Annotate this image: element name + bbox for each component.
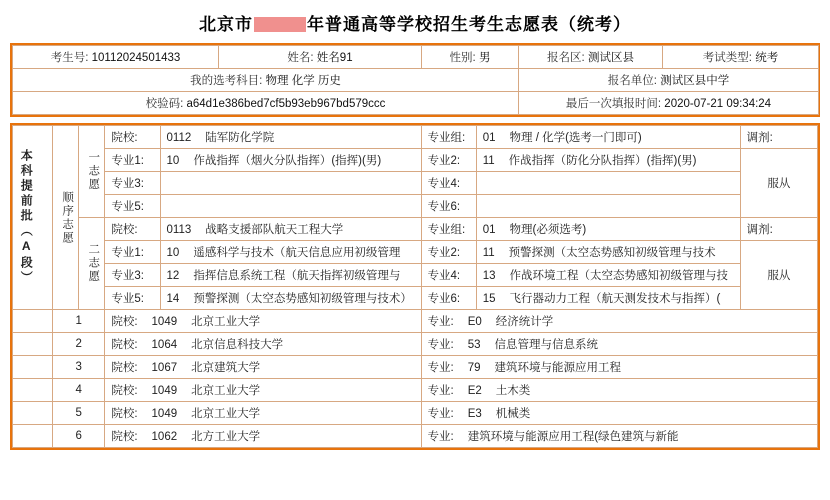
exam-number-label: 考生号: (50, 52, 89, 64)
exam-number-cell (13, 46, 219, 69)
list-row-3-no: 3 (53, 356, 105, 379)
table-row (13, 264, 818, 287)
checkcode-cell (13, 92, 519, 115)
last-submit-label: 最后一次填报时间: (565, 98, 662, 110)
list-row-4-no: 4 (53, 379, 105, 402)
table-row (13, 402, 818, 425)
list-row-3-school-code: 1067 (151, 362, 178, 374)
name-value: 姓名91 (316, 52, 353, 64)
list-row-2-major-label: 专业: (427, 339, 454, 351)
list-row-3-school-name: 北京建筑大学 (191, 362, 261, 374)
wish1-school-name: 陆军防化学院 (205, 132, 275, 144)
gender-label: 性别: (449, 52, 476, 64)
wish2-major2-name: 预警探测（太空态势感知初级管理与技术 (508, 247, 716, 259)
wish1-major2-value (476, 149, 740, 172)
checkcode-value: a64d1e386bed7cf5b93eb967bd579ccc (186, 98, 386, 110)
wish2-major1-code: 10 (166, 247, 180, 259)
list-row-4-major-label: 专业: (427, 385, 454, 397)
wish-index-label-2: 二志愿 (87, 243, 100, 284)
list-row-1-major-label: 专业: (427, 316, 454, 328)
list-row-3-school (105, 356, 421, 379)
list-spacer-1 (13, 310, 53, 333)
batch-table (12, 125, 818, 448)
name-cell (219, 46, 422, 69)
wish2-major3-name: 指挥信息系统工程（航天指挥初级管理与 (193, 270, 401, 282)
list-row-4-school-label: 院校: (111, 385, 138, 397)
redacted-year (254, 17, 306, 32)
wish1-adjust-label: 调剂: (740, 126, 817, 149)
table-row (13, 92, 819, 115)
selected-subjects-value: 物理 化学 历史 (265, 75, 341, 87)
district-value: 测试区县 (587, 52, 634, 64)
wish1-major5-label: 专业5: (105, 195, 160, 218)
batch-name-label: 本科提前批（A段） (19, 149, 34, 286)
list-row-3-major-label: 专业: (427, 362, 454, 374)
wish1-group-value (476, 126, 740, 149)
selected-subjects-cell (13, 69, 519, 92)
list-row-1-school-code: 1049 (151, 316, 178, 328)
wish1-major3-label: 专业3: (105, 172, 160, 195)
wish2-major4-value (476, 264, 740, 287)
wish1-major1-name: 作战指挥（烟火分队指挥）(指挥)(男) (193, 155, 382, 167)
district-cell (519, 46, 663, 69)
wish1-major1-label: 专业1: (105, 149, 160, 172)
list-row-4-major-name: 土木类 (495, 385, 531, 397)
table-row (13, 172, 818, 195)
list-row-2-major (421, 333, 818, 356)
wish1-major1-value (160, 149, 421, 172)
list-row-5-school-name: 北京工业大学 (191, 408, 261, 420)
wish2-major2-value (476, 241, 740, 264)
wish2-group-code: 01 (482, 224, 496, 236)
school-unit-label: 报名单位: (607, 75, 657, 87)
wish2-major2-label: 专业2: (421, 241, 476, 264)
checkcode-label: 校验码: (145, 98, 184, 110)
exam-number-value: 10112024501433 (91, 52, 181, 64)
table-row (13, 218, 818, 241)
table-row (13, 241, 818, 264)
table-row (13, 333, 818, 356)
wish2-major6-value (476, 287, 740, 310)
list-row-2-major-name: 信息管理与信息系统 (494, 339, 598, 351)
wish1-group-name: 物理 / 化学(选考一门即可) (509, 132, 642, 144)
list-row-5-major-name: 机械类 (495, 408, 531, 420)
wish2-school-label: 院校: (105, 218, 160, 241)
batch-name-cell (13, 126, 53, 310)
wish2-major3-value (160, 264, 421, 287)
order-type-label: 顺序志愿 (61, 190, 74, 245)
list-row-2-school-code: 1064 (151, 339, 178, 351)
wish-index-label-1: 一志愿 (87, 151, 100, 192)
list-row-6-school (105, 425, 421, 448)
exam-type-cell (663, 46, 819, 69)
list-row-3-school-label: 院校: (111, 362, 138, 374)
district-label: 报名区: (547, 52, 585, 64)
wish1-major2-code: 11 (482, 155, 495, 167)
table-row (13, 356, 818, 379)
last-submit-value: 2020-07-21 09:34:24 (664, 98, 772, 110)
list-row-2-school-label: 院校: (111, 339, 138, 351)
table-row (13, 287, 818, 310)
wish2-major2-code: 11 (482, 247, 495, 259)
list-row-4-school-code: 1049 (151, 385, 178, 397)
wish1-major3-value (160, 172, 421, 195)
wish2-major5-value (160, 287, 421, 310)
list-row-1-major (421, 310, 818, 333)
last-submit-cell (519, 92, 819, 115)
list-row-6-school-label: 院校: (111, 431, 138, 443)
table-row (13, 425, 818, 448)
list-row-2-major-code: 53 (467, 339, 481, 351)
exam-type-value: 统考 (755, 52, 779, 64)
wish1-major4-label: 专业4: (421, 172, 476, 195)
list-row-4-major-code: E2 (467, 385, 482, 397)
page-title (10, 6, 820, 43)
header-table (12, 45, 819, 115)
table-row (13, 195, 818, 218)
list-row-5-school (105, 402, 421, 425)
wish2-major4-code: 13 (482, 270, 496, 282)
wish2-major1-label: 专业1: (105, 241, 160, 264)
list-row-5-major-code: E3 (467, 408, 482, 420)
list-row-1-no: 1 (53, 310, 105, 333)
list-row-5-school-label: 院校: (111, 408, 138, 420)
wish1-major4-value (476, 172, 740, 195)
list-row-1-major-name: 经济统计学 (495, 316, 554, 328)
wish2-group-value (476, 218, 740, 241)
wish2-major6-name: 飞行器动力工程（航天测发技术与指挥）( (509, 293, 721, 305)
table-row (13, 126, 818, 149)
list-spacer-2 (13, 333, 53, 356)
wish1-major2-label: 专业2: (421, 149, 476, 172)
list-row-1-school-name: 北京工业大学 (191, 316, 261, 328)
wish2-major3-label: 专业3: (105, 264, 160, 287)
list-spacer-5 (13, 402, 53, 425)
list-row-5-major (421, 402, 818, 425)
list-row-4-major (421, 379, 818, 402)
list-spacer-6 (13, 425, 53, 448)
wish1-group-code: 01 (482, 132, 496, 144)
list-row-4-school-name: 北京工业大学 (191, 385, 261, 397)
wish2-major5-label: 专业5: (105, 287, 160, 310)
list-row-5-no: 5 (53, 402, 105, 425)
wish2-school-value (160, 218, 421, 241)
gender-value: 男 (478, 52, 491, 64)
list-row-1-major-code: E0 (467, 316, 482, 328)
list-row-2-school-name: 北京信息科技大学 (191, 339, 284, 351)
wish2-adjust-label: 调剂: (740, 218, 817, 241)
table-row (13, 69, 819, 92)
wish2-major3-code: 12 (166, 270, 180, 282)
wish2-adjust-value: 服从 (740, 241, 817, 310)
wish2-major6-label: 专业6: (421, 287, 476, 310)
wish1-school-code: 0112 (166, 132, 192, 144)
list-row-1-school-label: 院校: (111, 316, 138, 328)
wish1-major6-label: 专业6: (421, 195, 476, 218)
table-row (13, 149, 818, 172)
list-spacer-3 (13, 356, 53, 379)
list-row-6-major (421, 425, 818, 448)
list-row-2-no: 2 (53, 333, 105, 356)
list-row-5-major-label: 专业: (427, 408, 454, 420)
wish1-group-label: 专业组: (421, 126, 476, 149)
wish1-adjust-value: 服从 (740, 149, 817, 218)
wish1-school-label: 院校: (105, 126, 160, 149)
name-label: 姓名: (287, 52, 314, 64)
selected-subjects-label: 我的选考科目: (190, 75, 263, 87)
list-row-1-school (105, 310, 421, 333)
wish2-major1-value (160, 241, 421, 264)
batch-box (10, 123, 820, 450)
header-box (10, 43, 820, 117)
list-row-4-school (105, 379, 421, 402)
wish2-major4-label: 专业4: (421, 264, 476, 287)
list-row-6-school-code: 1062 (151, 431, 178, 443)
wish2-group-name: 物理(必须选考) (509, 224, 587, 236)
gender-cell (422, 46, 519, 69)
wish1-major1-code: 10 (166, 155, 180, 167)
list-row-6-school-name: 北方工业大学 (191, 431, 261, 443)
wish1-major6-value (476, 195, 740, 218)
table-row (13, 310, 818, 333)
list-row-6-major-label: 专业: (427, 431, 454, 443)
wish2-major5-name: 预警探测（太空态势感知初级管理与技术） (193, 293, 412, 305)
wish2-major1-name: 遥感科学与技术（航天信息应用初级管理 (193, 247, 401, 259)
wish1-major2-name: 作战指挥（防化分队指挥）(指挥)(男) (508, 155, 697, 167)
list-row-5-school-code: 1049 (151, 408, 178, 420)
exam-type-label: 考试类型: (702, 52, 752, 64)
wish-index-cell-1 (79, 126, 105, 218)
list-row-6-major-name: 建筑环境与能源应用工程(绿色建筑与新能 (467, 431, 679, 443)
wish2-major4-name: 作战环境工程（太空态势感知初级管理与技 (509, 270, 728, 282)
title-prefix: 北京市 (199, 15, 253, 34)
wish2-group-label: 专业组: (421, 218, 476, 241)
school-unit-value: 测试区县中学 (660, 75, 730, 87)
list-row-3-major (421, 356, 818, 379)
list-row-3-major-name: 建筑环境与能源应用工程 (494, 362, 621, 374)
table-row (13, 46, 819, 69)
wish2-school-name: 战略支援部队航天工程大学 (205, 224, 344, 236)
wish2-major6-code: 15 (482, 293, 496, 305)
title-suffix: 年普通高等学校招生考生志愿表（统考） (307, 15, 631, 34)
school-unit-cell (519, 69, 819, 92)
wish2-major5-code: 14 (166, 293, 180, 305)
list-row-2-school (105, 333, 421, 356)
order-type-cell (53, 126, 79, 310)
table-row (13, 379, 818, 402)
list-spacer-4 (13, 379, 53, 402)
wish1-major5-value (160, 195, 421, 218)
list-row-3-major-code: 79 (467, 362, 481, 374)
wish2-school-code: 0113 (166, 224, 192, 236)
wish-index-cell-2 (79, 218, 105, 310)
list-row-6-no: 6 (53, 425, 105, 448)
wish1-school-value (160, 126, 421, 149)
